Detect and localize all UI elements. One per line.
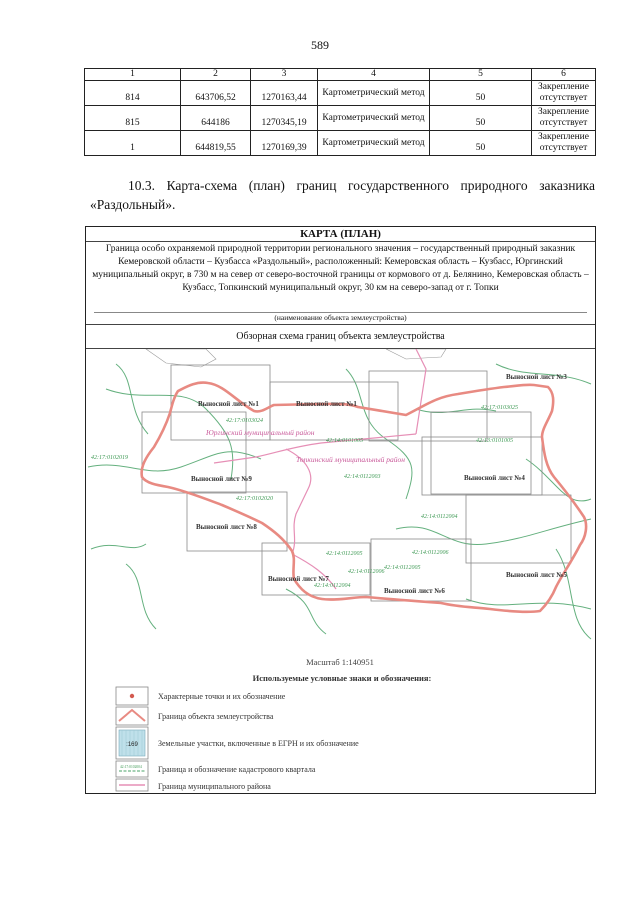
sheet-frame: [422, 437, 542, 495]
district-boundary: [286, 449, 311, 554]
table-row: [85, 131, 596, 156]
fixing-cell: Закрепление отсутствует: [532, 131, 596, 156]
settlement-outline: [386, 349, 446, 359]
point-cell: 1: [85, 131, 181, 156]
quarter-label: 42:17:0102019: [91, 455, 128, 461]
legend-title: Используемые условные знаки и обозначения:: [252, 673, 432, 683]
sheet-frame: [369, 371, 487, 441]
point-cell: 815: [85, 106, 181, 131]
accuracy-cell: 50: [430, 106, 532, 131]
overview-map: [86, 349, 595, 792]
quarter-label: 42:14:0112004: [314, 583, 351, 589]
legend-label: Характерные точки и их обозначение: [158, 692, 286, 701]
quarter-label: 42:17:0103025: [481, 405, 518, 411]
y-cell: 1270345,19: [251, 106, 318, 131]
legend-label: Граница объекта землеустройства: [158, 712, 274, 721]
sheet-frame: [466, 495, 571, 563]
method-cell: Картометрический метод: [318, 81, 430, 106]
sheet-label: Выносной лист №6: [384, 587, 445, 595]
coordinates-table: [84, 68, 596, 156]
column-header: 6: [532, 69, 596, 81]
method-cell: Картометрический метод: [318, 131, 430, 156]
district-label: Топкинский муниципальный район: [296, 455, 406, 464]
sheet-label: Выносной лист №4: [464, 474, 525, 482]
river-line: [116, 364, 148, 434]
accuracy-cell: 50: [430, 131, 532, 156]
river-line: [91, 544, 146, 549]
point-symbol-icon: [130, 694, 134, 698]
quarter-label: 42:14:0112006: [348, 569, 385, 575]
quarter-label: 42:14:0112005: [384, 565, 421, 571]
river-line: [286, 589, 326, 634]
table-row: [85, 106, 596, 131]
fixing-cell: Закрепление отсутствует: [532, 106, 596, 131]
map-title: КАРТА (ПЛАН): [86, 227, 595, 242]
section-heading: 10.3. Карта-схема (план) границ государственного природного заказника «Раздольный».: [90, 178, 595, 212]
point-cell: 814: [85, 81, 181, 106]
column-header: 3: [251, 69, 318, 81]
district-label: Юргинский муниципальный район: [206, 428, 315, 437]
boundary-symbol-icon: [119, 710, 145, 721]
y-cell: 1270163,44: [251, 81, 318, 106]
method-cell: Картометрический метод: [318, 106, 430, 131]
map-description: Граница особо охраняемой природной территории регионального значения – государственный природный заказник Кемеровской области – Кузбасса «Раздольный», расположенный: Кемеровская область – Кузбасс, Юргинский муниципальный округ, в 730 м на север от северо-восточной границы от кормового от д. Белянино, Кемеровская область – Кузбасс, Топкинский муниципальный округ, 30 км на северо-запад от г. Топки: [92, 244, 589, 293]
district-boundary: [416, 349, 426, 434]
river-line: [396, 519, 591, 545]
accuracy-cell: 50: [430, 81, 532, 106]
legend-box: [116, 761, 148, 777]
name-caption: (наименование объекта землеустройства): [274, 313, 407, 322]
quarter-label: 42:14:0112004: [421, 514, 458, 520]
map-plan-frame: [85, 226, 596, 794]
quarter-label: 42:17:0103024: [226, 418, 263, 424]
table-row: [85, 81, 596, 106]
quarter-label: 42:14:0112006: [412, 550, 449, 556]
quarter-label: 42:14:0101005: [326, 438, 363, 444]
sheet-label: Выносной лист №8: [196, 523, 257, 531]
quarter-label: 42:13:0101005: [476, 438, 513, 444]
x-cell: 644819,55: [181, 131, 251, 156]
quarter-label: 42:17:0102020: [236, 496, 273, 502]
sheet-label: Выносной лист №1: [198, 400, 259, 408]
sheet-label: Выносной лист №7: [268, 575, 329, 583]
quarter-symbol-label: 42:17:0102004: [120, 765, 142, 769]
x-cell: 644186: [181, 106, 251, 131]
column-header: 4: [318, 69, 430, 81]
y-cell: 1270169,39: [251, 131, 318, 156]
settlement-outline: [146, 349, 216, 367]
parcel-symbol-label: :169: [126, 742, 138, 748]
column-header: 1: [85, 69, 181, 81]
overview-title: Обзорная схема границ объекта землеустройства: [86, 325, 595, 349]
column-header: 2: [181, 69, 251, 81]
legend-label: Земельные участки, включенные в ЕГРН и их обозначение: [158, 739, 359, 748]
sheet-label: Выносной лист №3: [506, 373, 567, 381]
map-description-cell: [86, 242, 595, 325]
table-header-row: [85, 69, 596, 81]
river-line: [126, 564, 156, 629]
overview-map-svg: [86, 349, 594, 792]
page-number: 589: [311, 38, 329, 52]
column-header: 5: [430, 69, 532, 81]
map-scale: Масштаб 1:140951: [306, 657, 374, 667]
quarter-label: 42:14:0112003: [344, 474, 381, 480]
legend-label: Граница муниципального района: [158, 782, 271, 791]
sheet-label: Выносной лист №1: [296, 400, 357, 408]
legend-label: Граница и обозначение кадастрового квартала: [158, 765, 316, 774]
sheet-label: Выносной лист №9: [191, 475, 252, 483]
fixing-cell: Закрепление отсутствует: [532, 81, 596, 106]
quarter-label: 42:14:0112005: [326, 551, 363, 557]
sheet-label: Выносной лист №5: [506, 571, 567, 579]
river-line: [556, 549, 591, 639]
x-cell: 643706,52: [181, 81, 251, 106]
